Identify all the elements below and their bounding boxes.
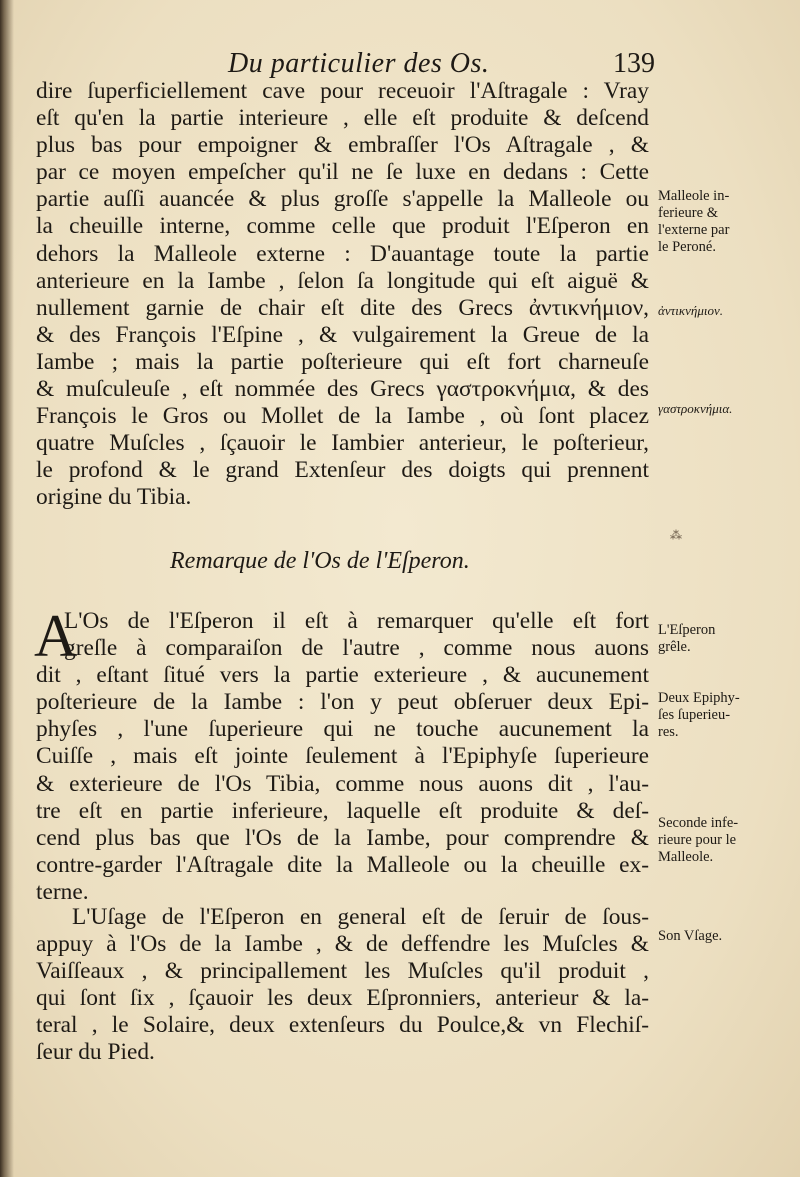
text-line: tre eſt en partie inferieure, laquelle eſt produite & deſ- [36,797,649,824]
margin-line: rieure pour le [658,832,737,848]
text-line: par ce moyen empeſcher qu'il ne ſe luxe en dedans : Cette [36,159,649,186]
margin-line: L'Eſperon [658,622,716,638]
margin-note-usage [658,928,778,945]
margin-note-greek-antiknemion [658,302,778,319]
margin-line: res. [658,724,679,740]
text-line: poſterieure de la Iambe : l'on y peut obſeruer deux Epi- [36,689,649,716]
text-line: François le Gros ou Mollet de la Iambe , où ſont placez [36,403,649,430]
text-line: la cheuille interne, comme celle que produit l'Eſperon en [36,213,649,240]
margin-note-malleole [658,188,778,256]
text-line: teral , le Solaire, deux extenſeurs du Poulce,& vn Flechiſ- [36,1012,649,1039]
text-line: ſeur du Pied. [36,1039,155,1066]
section-heading: Remarque de l'Os de l'Eſperon. [170,548,470,574]
margin-note-seconde-inferieure [658,815,778,866]
text-line: eſt qu'en la partie interieure , elle eſt produite & deſcend [36,105,649,132]
margin-line: ἀντικνήμιον. [658,303,723,318]
text-line: le profond & le grand Extenſeur des doigts qui prennent [36,457,649,484]
text-line: dit , eſtant ſitué vers la partie exterieure , & aucunement [36,662,649,689]
text-line: plus bas pour empoigner & embraſſer l'Os Aſtragale , & [36,132,649,159]
margin-line: Deux Epiphy- [658,690,740,706]
margin-line: ſes ſuperieu- [658,707,731,723]
margin-line: grêle. [658,639,691,655]
text-line: L'Os de l'Eſperon il eſt à remarquer qu'elle eſt fort [64,608,649,634]
margin-line: Seconde infe- [658,815,739,831]
text-line: qui ſont ſix , ſçauoir les deux Eſpronniers, anterieur & la- [36,985,649,1012]
binding-shadow [0,0,14,1177]
margin-line: l'externe par [658,222,730,238]
text-line: & des François l'Eſpine , & vulgairement la Greue de la [36,321,649,348]
running-title: Du particulier des Os. [228,48,490,79]
text-line: appuy à l'Os de la Iambe , & de deffendre les Muſcles & [36,931,649,958]
text-line: dire ſuperficiellement cave pour receuoir l'Aſtragale : Vray [36,78,649,104]
text-line: anterieure en la Iambe , ſelon ſa longitude qui eſt aiguë & [36,267,649,294]
margin-line: Malleole. [658,849,714,865]
margin-note-epiphyses [658,690,778,741]
paragraph-esperon-remarque [34,603,649,906]
text-line: greſle à comparaiſon de l'autre , comme nous auons [64,635,649,662]
ink-smudge: ⁂ [670,528,682,542]
page-number: 139 [613,48,655,79]
text-line: & exterieure de l'Os Tibia, comme nous auons dit , l'au- [36,770,649,797]
margin-line: ferieure & [658,205,718,221]
text-line: L'Uſage de l'Eſperon en general eſt de ſeruir de ſous- [72,904,649,930]
text-line: dehors la Malleole externe : D'auantage toute la partie [36,240,649,267]
text-line: cend plus bas que l'Os de la Iambe, pour comprendre & [36,824,649,851]
text-line: nullement garnie de chair eſt dite des Grecs ἀντικνήμιον, [36,294,649,321]
text-line: contre-garder l'Aſtragale dite la Malleole ou la cheuille ex- [36,851,649,878]
text-line: partie auſſi auancée & plus groſſe s'appelle la Malleole ou [36,186,649,213]
text-line: & muſculeuſe , eſt nommée des Grecs γαστροκνήμια, & des [36,376,649,403]
paragraph-esperon-usage [36,904,649,1067]
margin-line: γαστροκνήμια. [658,401,733,416]
text-line: quatre Muſcles , ſçauoir le Iambier anterieur, le poſterieur, [36,430,649,457]
text-line: Vaiſſeaux , & principallement les Muſcles qu'il produit , [36,958,649,985]
text-line: Cuiſſe , mais eſt jointe ſeulement à l'Epiphyſe ſuperieure [36,743,649,770]
drop-cap: A [34,603,78,669]
paragraph-tibia-description [36,78,649,512]
margin-line: Son Vſage. [658,928,723,944]
text-line: Iambe ; mais la partie poſterieure qui eſt fort charneuſe [36,348,649,375]
margin-line: Malleole in- [658,188,730,204]
margin-note-greek-gastroknemia [658,400,778,417]
margin-note-esperon-grele [658,622,778,656]
text-line: origine du Tibia. [36,484,192,511]
text-line: phyſes , l'une ſuperieure qui ne touche aucunement la [36,716,649,743]
text-line: terne. [36,878,89,905]
margin-line: le Peroné. [658,239,716,255]
